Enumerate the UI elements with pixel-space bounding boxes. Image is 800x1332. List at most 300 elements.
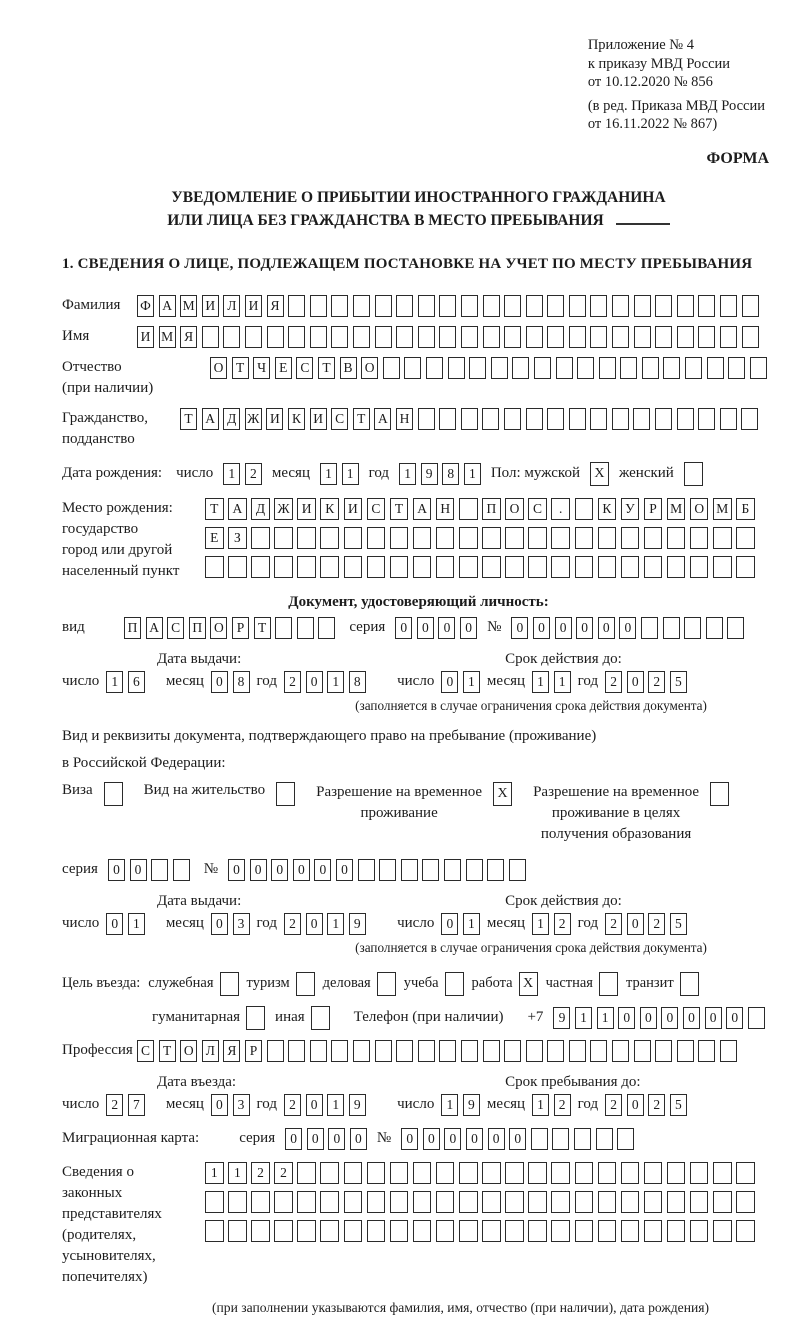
stay-heading: Срок пребывания до:: [505, 1073, 641, 1090]
sex-label: Пол: мужской: [490, 465, 580, 481]
migration-number-label: №: [376, 1130, 392, 1146]
char-box: [690, 1191, 709, 1213]
purpose-label: Цель въезда:: [62, 975, 141, 991]
char-box: 0: [460, 617, 477, 639]
char-box: [574, 1128, 591, 1150]
stay-month-boxes: [532, 1094, 571, 1116]
char-box: [310, 1040, 327, 1062]
char-box: [390, 1162, 409, 1184]
identity-expiry-month-boxes: [532, 671, 571, 693]
char-box: [598, 1220, 617, 1242]
char-box: [644, 1191, 663, 1213]
char-box: О: [361, 357, 378, 379]
char-box: [534, 357, 551, 379]
char-box: [504, 408, 521, 430]
char-box: Н: [396, 408, 413, 430]
char-box: [551, 1191, 570, 1213]
purpose-study: [404, 972, 464, 996]
char-box: [528, 1191, 547, 1213]
char-box: [439, 408, 456, 430]
char-box: [720, 326, 737, 348]
char-box: [297, 1162, 316, 1184]
char-box: [644, 1220, 663, 1242]
sex-female-label: женский: [618, 465, 674, 481]
section1-heading: 1. СВЕДЕНИЯ О ЛИЦЕ, ПОДЛЕЖАЩЕМ ПОСТАНОВКЕ НА УЧЕТ ПО МЕСТУ ПРЕБЫВАНИЯ: [62, 255, 753, 272]
representatives-label-line4: (родителях,: [62, 1226, 137, 1243]
char-box: [569, 408, 586, 430]
stay-year-boxes: [605, 1094, 687, 1116]
char-box: [569, 1040, 586, 1062]
char-box: [750, 357, 767, 379]
entry-day-boxes: [106, 1094, 145, 1116]
char-box: [728, 357, 745, 379]
char-box: А: [228, 498, 247, 520]
char-box: [612, 408, 629, 430]
char-box: [727, 617, 744, 639]
char-box: 1: [223, 463, 240, 485]
char-box: 0: [441, 913, 458, 935]
char-box: [505, 527, 524, 549]
month-label: месяц: [486, 673, 526, 689]
title-line-2: [62, 209, 775, 232]
char-box: О: [210, 617, 227, 639]
char-box: [575, 498, 594, 520]
char-box: [367, 1191, 386, 1213]
char-box: [483, 1040, 500, 1062]
char-box: Л: [223, 295, 240, 317]
char-box: 0: [726, 1007, 743, 1029]
char-box: Т: [318, 357, 335, 379]
char-box: А: [413, 498, 432, 520]
char-box: [667, 527, 686, 549]
char-box: У: [621, 498, 640, 520]
char-box: 0: [466, 1128, 483, 1150]
purpose-humanitarian-checkbox: [246, 1006, 265, 1030]
day-label: число: [62, 1096, 100, 1112]
char-box: И: [137, 326, 154, 348]
char-box: [551, 1162, 570, 1184]
char-box: 1: [128, 913, 145, 935]
char-box: 0: [211, 671, 228, 693]
char-box: Т: [180, 408, 197, 430]
char-box: 1: [464, 463, 481, 485]
purpose-other-checkbox: [311, 1006, 330, 1030]
char-box: [413, 1162, 432, 1184]
purpose-study-label: учеба: [403, 975, 439, 991]
char-box: [690, 1220, 709, 1242]
doc-number-boxes: [511, 617, 744, 639]
migration-number-boxes: [401, 1128, 634, 1150]
purpose-tourism: [247, 972, 315, 996]
char-box: [461, 326, 478, 348]
year-label: год: [256, 673, 277, 689]
char-box: 2: [605, 1094, 622, 1116]
purpose-private-checkbox: [599, 972, 618, 996]
char-box: 1: [327, 671, 344, 693]
char-box: 2: [106, 1094, 123, 1116]
char-box: [358, 859, 375, 881]
char-box: [344, 1220, 363, 1242]
char-box: 0: [576, 617, 593, 639]
migration-card-label: Миграционная карта:: [62, 1130, 200, 1146]
char-box: И: [266, 408, 283, 430]
char-box: [482, 1191, 501, 1213]
char-box: 2: [251, 1162, 270, 1184]
char-box: [267, 326, 284, 348]
birthdate-year-label: год: [368, 465, 390, 481]
char-box: [251, 556, 270, 578]
char-box: Р: [245, 1040, 262, 1062]
option-residence-permit-checkbox: [276, 782, 295, 806]
char-box: [663, 617, 680, 639]
option-temp-residence-education: [533, 782, 729, 845]
citizenship-row: [62, 408, 775, 450]
char-box: Р: [232, 617, 249, 639]
char-box: [461, 1040, 478, 1062]
char-box: [621, 1220, 640, 1242]
char-box: 0: [307, 1128, 324, 1150]
residence-options-row: [62, 782, 775, 845]
char-box: 3: [233, 1094, 250, 1116]
purpose-row2: [62, 1006, 775, 1030]
char-box: О: [690, 498, 709, 520]
char-box: С: [528, 498, 547, 520]
char-box: [396, 326, 413, 348]
char-box: [569, 295, 586, 317]
char-box: 1: [441, 1094, 458, 1116]
char-box: [644, 527, 663, 549]
birthplace-label-line3: город или другой: [62, 541, 173, 558]
char-box: [173, 859, 190, 881]
year-label: год: [577, 1096, 599, 1112]
char-box: 1: [327, 913, 344, 935]
char-box: [390, 1220, 409, 1242]
entry-year-boxes: [284, 1094, 366, 1116]
char-box: 9: [421, 463, 438, 485]
option-temp-residence-education-label-line2: проживание в целях: [551, 804, 681, 821]
entry-month-boxes: [211, 1094, 250, 1116]
residence-issue-day-boxes: [106, 913, 145, 935]
char-box: 0: [271, 859, 288, 881]
form-title: [62, 186, 775, 232]
char-box: [528, 1162, 547, 1184]
day-label: число: [397, 915, 435, 931]
char-box: [509, 859, 526, 881]
char-box: 2: [605, 671, 622, 693]
char-box: [413, 1220, 432, 1242]
char-box: [612, 326, 629, 348]
char-box: [461, 295, 478, 317]
char-box: 0: [438, 617, 455, 639]
char-box: 0: [555, 617, 572, 639]
char-box: 8: [233, 671, 250, 693]
revision-line-1: (в ред. Приказа МВД России: [587, 97, 765, 114]
char-box: [320, 556, 339, 578]
char-box: [617, 1128, 634, 1150]
char-box: [590, 295, 607, 317]
char-box: [379, 859, 396, 881]
char-box: [641, 617, 658, 639]
representatives-boxes: [205, 1162, 755, 1242]
char-box: 1: [532, 913, 549, 935]
char-box: [439, 295, 456, 317]
char-box: [459, 498, 478, 520]
residence-expiry-row: [397, 913, 775, 935]
char-box: С: [367, 498, 386, 520]
char-box: [288, 295, 305, 317]
patronymic-label: [62, 357, 210, 399]
identity-issue-row: [62, 671, 397, 693]
char-box: [297, 617, 314, 639]
residence-issue-row: [62, 913, 397, 935]
char-box: [713, 1162, 732, 1184]
month-label: месяц: [486, 915, 526, 931]
day-label: число: [62, 673, 100, 689]
char-box: [505, 556, 524, 578]
char-box: [720, 295, 737, 317]
char-box: [742, 295, 759, 317]
char-box: 2: [554, 913, 571, 935]
char-box: [551, 1220, 570, 1242]
char-box: 0: [314, 859, 331, 881]
entry-row: [62, 1094, 397, 1116]
char-box: [526, 408, 543, 430]
char-box: 1: [532, 671, 549, 693]
char-box: А: [202, 408, 219, 430]
char-box: [667, 556, 686, 578]
char-box: [396, 1040, 413, 1062]
char-box: [418, 408, 435, 430]
phone-boxes: [553, 1007, 764, 1029]
birthplace-line3-boxes: [205, 556, 755, 578]
birthdate-day-label: число: [176, 465, 214, 481]
char-box: 0: [306, 671, 323, 693]
purpose-official-checkbox: [220, 972, 239, 996]
char-box: [205, 556, 224, 578]
char-box: 0: [488, 1128, 505, 1150]
purpose-official-label: служебная: [148, 975, 214, 991]
char-box: [426, 357, 443, 379]
surname-label: Фамилия: [62, 296, 121, 313]
residence-issue-month-boxes: [211, 913, 250, 935]
purpose-other-label: иная: [275, 1009, 305, 1025]
char-box: Т: [254, 617, 271, 639]
char-box: [413, 527, 432, 549]
char-box: 1: [399, 463, 416, 485]
doc-series-boxes: [395, 617, 477, 639]
year-label: год: [577, 915, 599, 931]
option-temp-residence-education-label-line3: получения образования: [540, 825, 692, 842]
char-box: Я: [180, 326, 197, 348]
char-box: [482, 408, 499, 430]
birthplace-label-line2: государство: [62, 520, 139, 537]
birthplace-labels: [62, 498, 205, 582]
identity-doc-row: [62, 617, 775, 639]
char-box: [344, 556, 363, 578]
char-box: [436, 527, 455, 549]
char-box: [684, 617, 701, 639]
char-box: С: [296, 357, 313, 379]
char-box: [344, 527, 363, 549]
char-box: [707, 357, 724, 379]
patronymic-label-line2: (при наличии): [62, 379, 154, 396]
migration-series-boxes: [285, 1128, 367, 1150]
char-box: [505, 1191, 524, 1213]
residence-intro-line2: в Российской Федерации:: [62, 754, 226, 771]
char-box: [644, 1162, 663, 1184]
char-box: 0: [441, 671, 458, 693]
char-box: 9: [553, 1007, 570, 1029]
char-box: [444, 859, 461, 881]
char-box: [353, 1040, 370, 1062]
char-box: [418, 295, 435, 317]
char-box: [655, 295, 672, 317]
char-box: [526, 295, 543, 317]
char-box: [401, 859, 418, 881]
char-box: [459, 1191, 478, 1213]
entry-col: [62, 1074, 397, 1116]
char-box: [736, 527, 755, 549]
char-box: [655, 1040, 672, 1062]
identity-issue-year-boxes: [284, 671, 366, 693]
option-temp-residence-label-line1: Разрешение на временное: [316, 783, 483, 800]
char-box: [590, 326, 607, 348]
residence-expiry-year-boxes: [605, 913, 687, 935]
birthdate-month-label: месяц: [271, 465, 310, 481]
char-box: [596, 1128, 613, 1150]
char-box: 0: [444, 1128, 461, 1150]
char-box: [310, 326, 327, 348]
char-box: 2: [605, 913, 622, 935]
char-box: [413, 556, 432, 578]
char-box: [274, 527, 293, 549]
char-box: [274, 1220, 293, 1242]
char-box: 1: [463, 913, 480, 935]
char-box: [297, 556, 316, 578]
residence-issue-heading: Дата выдачи:: [157, 892, 242, 909]
char-box: [598, 1191, 617, 1213]
char-box: [436, 1162, 455, 1184]
char-box: [482, 1162, 501, 1184]
month-label: месяц: [165, 673, 204, 689]
day-label: число: [62, 915, 100, 931]
purpose-business-checkbox: [377, 972, 396, 996]
char-box: Я: [267, 295, 284, 317]
annex-reference: [588, 36, 765, 134]
char-box: 0: [618, 1007, 635, 1029]
char-box: Т: [353, 408, 370, 430]
char-box: [439, 1040, 456, 1062]
char-box: П: [189, 617, 206, 639]
purpose-other: [275, 1006, 330, 1030]
char-box: [353, 326, 370, 348]
char-box: И: [245, 295, 262, 317]
char-box: Н: [436, 498, 455, 520]
identity-expiry-row: [397, 671, 775, 693]
char-box: 1: [532, 1094, 549, 1116]
char-box: Ж: [274, 498, 293, 520]
birthplace-boxes: [205, 498, 755, 578]
identity-expiry-note: (заполняется в случае ограничения срока действия документа): [355, 697, 707, 713]
char-box: [677, 326, 694, 348]
char-box: Д: [223, 408, 240, 430]
char-box: 0: [619, 617, 636, 639]
char-box: [748, 1007, 765, 1029]
char-box: [418, 1040, 435, 1062]
char-box: 0: [211, 913, 228, 935]
char-box: 0: [509, 1128, 526, 1150]
char-box: 0: [395, 617, 412, 639]
char-box: С: [137, 1040, 154, 1062]
char-box: [466, 859, 483, 881]
char-box: К: [598, 498, 617, 520]
char-box: [288, 1040, 305, 1062]
char-box: 1: [320, 463, 337, 485]
char-box: [551, 527, 570, 549]
profession-row: [62, 1040, 775, 1062]
char-box: [331, 295, 348, 317]
birthplace-label-line1: Место рождения:: [62, 499, 173, 516]
char-box: [331, 326, 348, 348]
char-box: [459, 556, 478, 578]
char-box: [375, 326, 392, 348]
char-box: 0: [108, 859, 125, 881]
char-box: Ч: [253, 357, 270, 379]
char-box: 2: [284, 913, 301, 935]
char-box: 2: [284, 1094, 301, 1116]
option-residence-permit-label: Вид на жительство: [143, 781, 266, 798]
char-box: 1: [554, 671, 571, 693]
char-box: [621, 1191, 640, 1213]
char-box: З: [228, 527, 247, 549]
char-box: 1: [463, 671, 480, 693]
blank-underline: [616, 223, 670, 225]
char-box: [390, 556, 409, 578]
char-box: 0: [401, 1128, 418, 1150]
char-box: 2: [554, 1094, 571, 1116]
char-box: [504, 1040, 521, 1062]
char-box: 5: [670, 1094, 687, 1116]
char-box: [275, 617, 292, 639]
char-box: [512, 357, 529, 379]
char-box: 5: [670, 913, 687, 935]
year-label: год: [577, 673, 599, 689]
birthplace-line1-boxes: [205, 498, 755, 520]
residence-issue-col: [62, 893, 397, 956]
name-boxes: [137, 326, 759, 348]
char-box: [577, 357, 594, 379]
char-box: [599, 357, 616, 379]
char-box: 0: [627, 1094, 644, 1116]
char-box: [297, 527, 316, 549]
char-box: 1: [597, 1007, 614, 1029]
identity-issue-col: [62, 651, 397, 714]
char-box: К: [320, 498, 339, 520]
char-box: [612, 1040, 629, 1062]
char-box: 9: [463, 1094, 480, 1116]
char-box: [320, 1220, 339, 1242]
char-box: [251, 1220, 270, 1242]
char-box: [655, 408, 672, 430]
char-box: [404, 357, 421, 379]
char-box: .: [551, 498, 570, 520]
char-box: Л: [202, 1040, 219, 1062]
char-box: [251, 1191, 270, 1213]
residence-number-boxes: [228, 859, 526, 881]
identity-expiry-day-boxes: [441, 671, 480, 693]
char-box: [720, 1040, 737, 1062]
char-box: [526, 1040, 543, 1062]
